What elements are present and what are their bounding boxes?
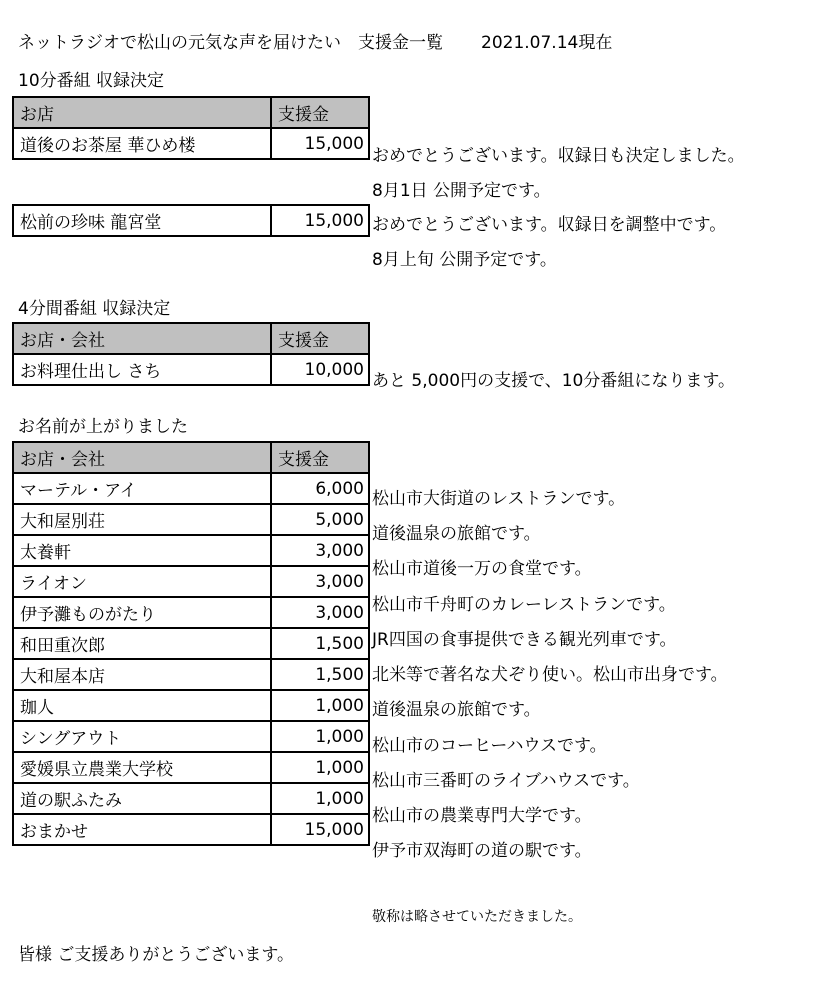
amount: 15,000	[271, 814, 369, 845]
table-row	[13, 597, 369, 628]
row-note: 北米等で著名な犬ぞり使い。松山市出身です。	[372, 665, 728, 685]
amount: 1,000	[271, 783, 369, 814]
amount: 6,000	[271, 473, 369, 504]
store-name: マーテル・アイ	[13, 473, 271, 504]
table-row	[13, 473, 369, 504]
row-note: 道後温泉の旅館です。	[372, 700, 541, 720]
table-row	[13, 566, 369, 597]
table-row	[13, 783, 369, 814]
section2-heading: 4分間番組 収録決定	[18, 299, 171, 319]
page-title	[18, 28, 612, 53]
section2-table	[12, 322, 370, 386]
section3-table	[12, 441, 370, 846]
row-note-2: 8月1日 公開予定です。	[372, 181, 551, 201]
row-note: 道後温泉の旅館です。	[372, 524, 541, 544]
amount: 1,500	[271, 659, 369, 690]
store-name: 愛媛県立農業大学校	[13, 752, 271, 783]
row-note-2: 8月上旬 公開予定です。	[372, 250, 557, 270]
header-amount: 支援金	[271, 442, 369, 473]
section1-heading: 10分番組 収録決定	[18, 71, 165, 91]
table-row	[13, 690, 369, 721]
row-note: 松山市の農業専門大学です。	[372, 806, 592, 826]
title-text: ネットラジオで松山の元気な声を届けたい 支援金一覧	[18, 33, 443, 53]
row-note: 松山市千舟町のカレーレストランです。	[372, 595, 676, 615]
table-row	[13, 354, 369, 385]
amount: 1,500	[271, 628, 369, 659]
table-row	[13, 721, 369, 752]
store-name: 太養軒	[13, 535, 271, 566]
row-note: 松山市大街道のレストランです。	[372, 489, 626, 509]
amount: 3,000	[271, 597, 369, 628]
table-row	[13, 814, 369, 845]
store-name: 大和屋別荘	[13, 504, 271, 535]
amount: 5,000	[271, 504, 369, 535]
store-name: お料理仕出し さち	[13, 354, 271, 385]
row-note: おめでとうございます。収録日も決定しました。	[372, 146, 745, 166]
store-name: おまかせ	[13, 814, 271, 845]
store-name: シングアウト	[13, 721, 271, 752]
store-name: 伊予灘ものがたり	[13, 597, 271, 628]
store-name: 松前の珍味 龍宮堂	[13, 205, 271, 236]
row-note: おめでとうございます。収録日を調整中です。	[372, 215, 727, 235]
header-store: お店・会社	[13, 442, 271, 473]
amount: 3,000	[271, 566, 369, 597]
store-name: ライオン	[13, 566, 271, 597]
table-row	[13, 205, 369, 236]
as-of-date: 2021.07.14現在	[481, 33, 613, 53]
table-row	[13, 535, 369, 566]
store-name: 大和屋本店	[13, 659, 271, 690]
section3-heading: お名前が上がりました	[18, 417, 188, 437]
amount: 1,000	[271, 752, 369, 783]
row-note: JR四国の食事提供できる観光列車です。	[372, 630, 677, 650]
honorific-note: 敬称は略させていただきました。	[372, 909, 582, 925]
table-row	[13, 128, 369, 159]
header-store: お店	[13, 97, 271, 128]
table-header-row	[13, 442, 369, 473]
table-row	[13, 659, 369, 690]
store-name: 和田重次郎	[13, 628, 271, 659]
header-store: お店・会社	[13, 323, 271, 354]
row-note: 伊予市双海町の道の駅です。	[372, 841, 592, 861]
section1-table	[12, 96, 370, 160]
amount: 15,000	[271, 205, 369, 236]
row-note: 松山市道後一万の食堂です。	[372, 559, 592, 579]
store-name: 道の駅ふたみ	[13, 783, 271, 814]
table-header-row	[13, 323, 369, 354]
amount: 10,000	[271, 354, 369, 385]
store-name: 珈人	[13, 690, 271, 721]
amount: 15,000	[271, 128, 369, 159]
row-note: 松山市のコーヒーハウスです。	[372, 736, 607, 756]
amount: 1,000	[271, 721, 369, 752]
amount: 1,000	[271, 690, 369, 721]
store-name: 道後のお茶屋 華ひめ楼	[13, 128, 271, 159]
thanks-message: 皆様 ご支援ありがとうございます。	[18, 945, 295, 965]
table-row	[13, 628, 369, 659]
table-header-row	[13, 97, 369, 128]
section1-table-2	[12, 204, 370, 237]
row-note: 松山市三番町のライブハウスです。	[372, 771, 640, 791]
table-row	[13, 504, 369, 535]
amount: 3,000	[271, 535, 369, 566]
row-note: あと 5,000円の支援で、10分番組になります。	[372, 371, 736, 391]
header-amount: 支援金	[271, 97, 369, 128]
table-row	[13, 752, 369, 783]
header-amount: 支援金	[271, 323, 369, 354]
